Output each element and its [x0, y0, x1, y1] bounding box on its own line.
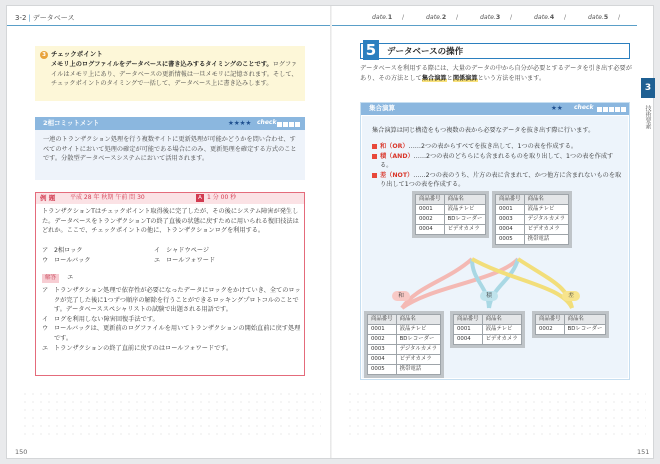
explanation-item: ア トランザクション処理で依存性が必要になったデータにロックをかけていき、全てのロックが完了した後に1つずつ順序の解除を行うことができるロッキングプロトコルのことです。データベーススペシャリストの試験で出題される用語です。	[42, 287, 301, 314]
column-header: 商品名	[396, 315, 440, 325]
table-row	[416, 225, 486, 235]
column-header: 商品番号	[368, 315, 397, 325]
table-row	[368, 365, 441, 375]
source-table-b	[492, 191, 572, 248]
explanation-item: イ ログを利用しない障害回復手法です。	[42, 315, 159, 323]
notes-dot-grid	[21, 390, 321, 440]
table-header-row	[496, 195, 569, 205]
running-header-left	[7, 12, 330, 26]
column-header: 商品番号	[416, 195, 445, 205]
checkpoint-title: チェックポイント	[51, 50, 103, 58]
table-cell: ビデオカメラ	[444, 225, 486, 235]
study-date-header: date.1 / date.2 / date.3 / date.4 / date.5 /	[332, 12, 637, 26]
time-limit: A 1 分 00 秒	[196, 193, 236, 202]
example-question-box	[35, 192, 305, 376]
source-table-a	[412, 191, 489, 238]
table-cell: 液晶テレビ	[444, 205, 486, 215]
table-cell: 0004	[454, 335, 483, 345]
section-heading-title: データベースの操作	[387, 47, 464, 57]
section-number-badge: 5	[363, 40, 379, 60]
example-source: 平成 28 年 秋期 午前 問 30	[70, 194, 145, 201]
not-operation-label: 差	[562, 291, 580, 301]
table-cell: 携帯電話	[396, 365, 440, 375]
page-number-right: 151	[637, 448, 650, 456]
table-header-row	[416, 195, 486, 205]
table-cell: BDレコーダー	[564, 325, 606, 335]
commitment-body: 一連のトランザクション処理を行う複数サイトに更新処理が可能かどうかを問い合わせ、すべてのサイトにおいて処理の確定が可能である場合にのみ、更新処理を確定する方式のことです。分散型データベースシステムにおいて活用されます。	[35, 130, 305, 180]
table-cell: 0003	[368, 345, 397, 355]
answer-value: エ	[67, 274, 74, 281]
column-header: 商品番号	[496, 195, 525, 205]
table-cell: デジタルカメラ	[396, 345, 440, 355]
section-title: データベース	[32, 14, 75, 22]
time-icon: A	[196, 194, 204, 202]
table-cell: 0003	[496, 215, 525, 225]
table-row	[368, 325, 441, 335]
table-cell: デジタルカメラ	[524, 215, 568, 225]
table-cell: 0004	[416, 225, 445, 235]
option-text: ロールバック	[54, 257, 91, 264]
table-cell: BDレコーダー	[396, 335, 440, 345]
set-operations-box	[360, 102, 630, 380]
and-result-table	[450, 311, 525, 348]
set-operations-content	[362, 116, 628, 378]
table-cell: 0005	[496, 235, 525, 245]
table-cell: 0001	[416, 205, 445, 215]
answer-label: 解答	[42, 274, 59, 283]
date-field-5: date.5	[588, 14, 609, 21]
table-cell: 0004	[368, 355, 397, 365]
section-label: 3-2 | データベース	[15, 14, 75, 22]
table-cell: 0001	[496, 205, 525, 215]
date-field-3: date.3	[480, 14, 501, 21]
table-row	[496, 205, 569, 215]
date-field-4: date.4	[534, 14, 555, 21]
table-cell: ビデオカメラ	[524, 225, 568, 235]
section-heading	[360, 43, 630, 59]
table-row	[368, 345, 441, 355]
option-text: 2相ロック	[54, 247, 83, 254]
right-page	[332, 6, 655, 458]
explanation-item: ウ ロールバックは、更新前のログファイルを用いてトランザクションの開始直前に戻す処理です。	[42, 325, 301, 343]
date-field-2: date.2	[426, 14, 447, 21]
chapter-tab[interactable]: 3	[641, 78, 655, 98]
table-cell: 0005	[368, 365, 397, 375]
table-cell: 0002	[368, 335, 397, 345]
page-number-left: 150	[15, 448, 28, 456]
set-operations-list	[372, 142, 622, 190]
list-item: 差（NOT）……2つの表のうち、片方の表に含まれて、かつ他方に含まれないものを取り出して1つの表を作成する。	[372, 171, 622, 190]
table-row	[496, 225, 569, 235]
or-operation-label: 和	[392, 291, 410, 301]
set-operations-title: 集合演算	[369, 104, 395, 112]
list-item: 和（OR）……2つの表からすべてを抜き出して、1つの表を作成する。	[372, 142, 622, 152]
chapter-side-label: 技術要素	[644, 105, 651, 129]
table-row	[496, 215, 569, 225]
not-result-table	[532, 311, 609, 338]
section-number: 3-2	[15, 14, 27, 22]
check-boxes	[597, 106, 627, 116]
bullet-square-icon	[372, 154, 377, 159]
checkpoint-number-icon: 3	[40, 51, 48, 59]
table-cell: 0001	[368, 325, 397, 335]
table-cell: BDレコーダー	[444, 215, 486, 225]
bullet-square-icon	[372, 144, 377, 149]
table-cell: 0002	[536, 325, 565, 335]
left-page	[7, 6, 330, 458]
checkpoint-box	[35, 46, 305, 101]
example-question: トランザクションTはチェックポイント取得後に完了したが、その後にシステム障害が発生した。データベースをトランザクションTの終了直後の状態に戻すために用いられる復旧技法はどれか。ここで、チェックポイントの他に、トランザクションログを利用する。	[42, 208, 299, 235]
answer-line	[42, 273, 73, 283]
table-header-row	[536, 315, 606, 325]
date-field-1: date.1	[372, 14, 393, 21]
set-operations-diagram	[362, 191, 628, 378]
table-row	[368, 355, 441, 365]
check-label: check	[574, 104, 594, 111]
option-text: シャドウページ	[166, 247, 210, 254]
table-cell: 携帯電話	[524, 235, 568, 245]
table-row	[496, 235, 569, 245]
section-intro: データベースを利用する際には、大量のデータの中から自分が必要とするデータを引き出す必要があり、その方法として集合演算と関係演算という方法を用います。	[360, 65, 632, 82]
importance-stars: ★★	[551, 104, 563, 112]
set-operations-heading	[361, 103, 629, 115]
table-cell: 0001	[454, 325, 483, 335]
bullet-square-icon	[372, 173, 377, 178]
column-header: 商品名	[444, 195, 486, 205]
column-header: 商品名	[564, 315, 606, 325]
book-spread	[6, 5, 654, 459]
highlight-term: 関係演算	[452, 74, 478, 82]
table-row	[368, 335, 441, 345]
notes-dot-grid	[346, 390, 646, 440]
or-result-table	[364, 311, 444, 378]
table-row	[536, 325, 606, 335]
table-cell: 液晶テレビ	[482, 325, 521, 335]
answer-options: ア 2相ロック イ シャドウページ ウ ロールバック エ ロールフォワード	[42, 247, 216, 264]
check-label: check	[257, 119, 277, 126]
explanations	[42, 286, 302, 353]
column-header: 商品番号	[536, 315, 565, 325]
table-cell: 液晶テレビ	[524, 205, 568, 215]
table-row	[454, 335, 522, 345]
table-header-row	[454, 315, 522, 325]
column-header: 商品名	[524, 195, 568, 205]
table-cell: 0004	[496, 225, 525, 235]
example-header	[36, 193, 304, 204]
list-item: 積（AND）……2つの表のどちらにも含まれるものを取り出して、1つの表を作成する。	[372, 152, 622, 171]
example-tag: 例 題	[40, 194, 56, 202]
table-row	[454, 325, 522, 335]
commitment-heading	[35, 117, 305, 130]
table-row	[416, 215, 486, 225]
column-header: 商品番号	[454, 315, 483, 325]
table-row	[416, 205, 486, 215]
commitment-title: 2相コミットメント	[43, 119, 100, 127]
table-cell: ビデオカメラ	[396, 355, 440, 365]
explanation-item: エ トランザクションの終了直前に戻すのはロールフォワードです。	[42, 344, 233, 352]
checkpoint-text: メモリ上のログファイルをデータベースに書き込みするタイミングのことです。ログファイルはメモリ上にあり、データベースの更新情報は一旦メモリに記憶されます。そして、チェックポイントのタイミングで一括して、データベース上に書き込みします。	[51, 61, 298, 88]
column-header: 商品名	[482, 315, 521, 325]
table-cell: 0002	[416, 215, 445, 225]
table-cell: ビデオカメラ	[482, 335, 521, 345]
table-cell: 液晶テレビ	[396, 325, 440, 335]
set-operations-lead: 集合演算は同じ構造をもつ複数の表から必要なデータを抜き出す際に行います。	[372, 127, 595, 134]
option-text: ロールフォワード	[166, 257, 216, 264]
table-header-row	[368, 315, 441, 325]
and-operation-label: 積	[480, 291, 498, 301]
importance-stars: ★★★★	[228, 119, 252, 127]
highlight-term: 集合演算	[421, 74, 447, 82]
